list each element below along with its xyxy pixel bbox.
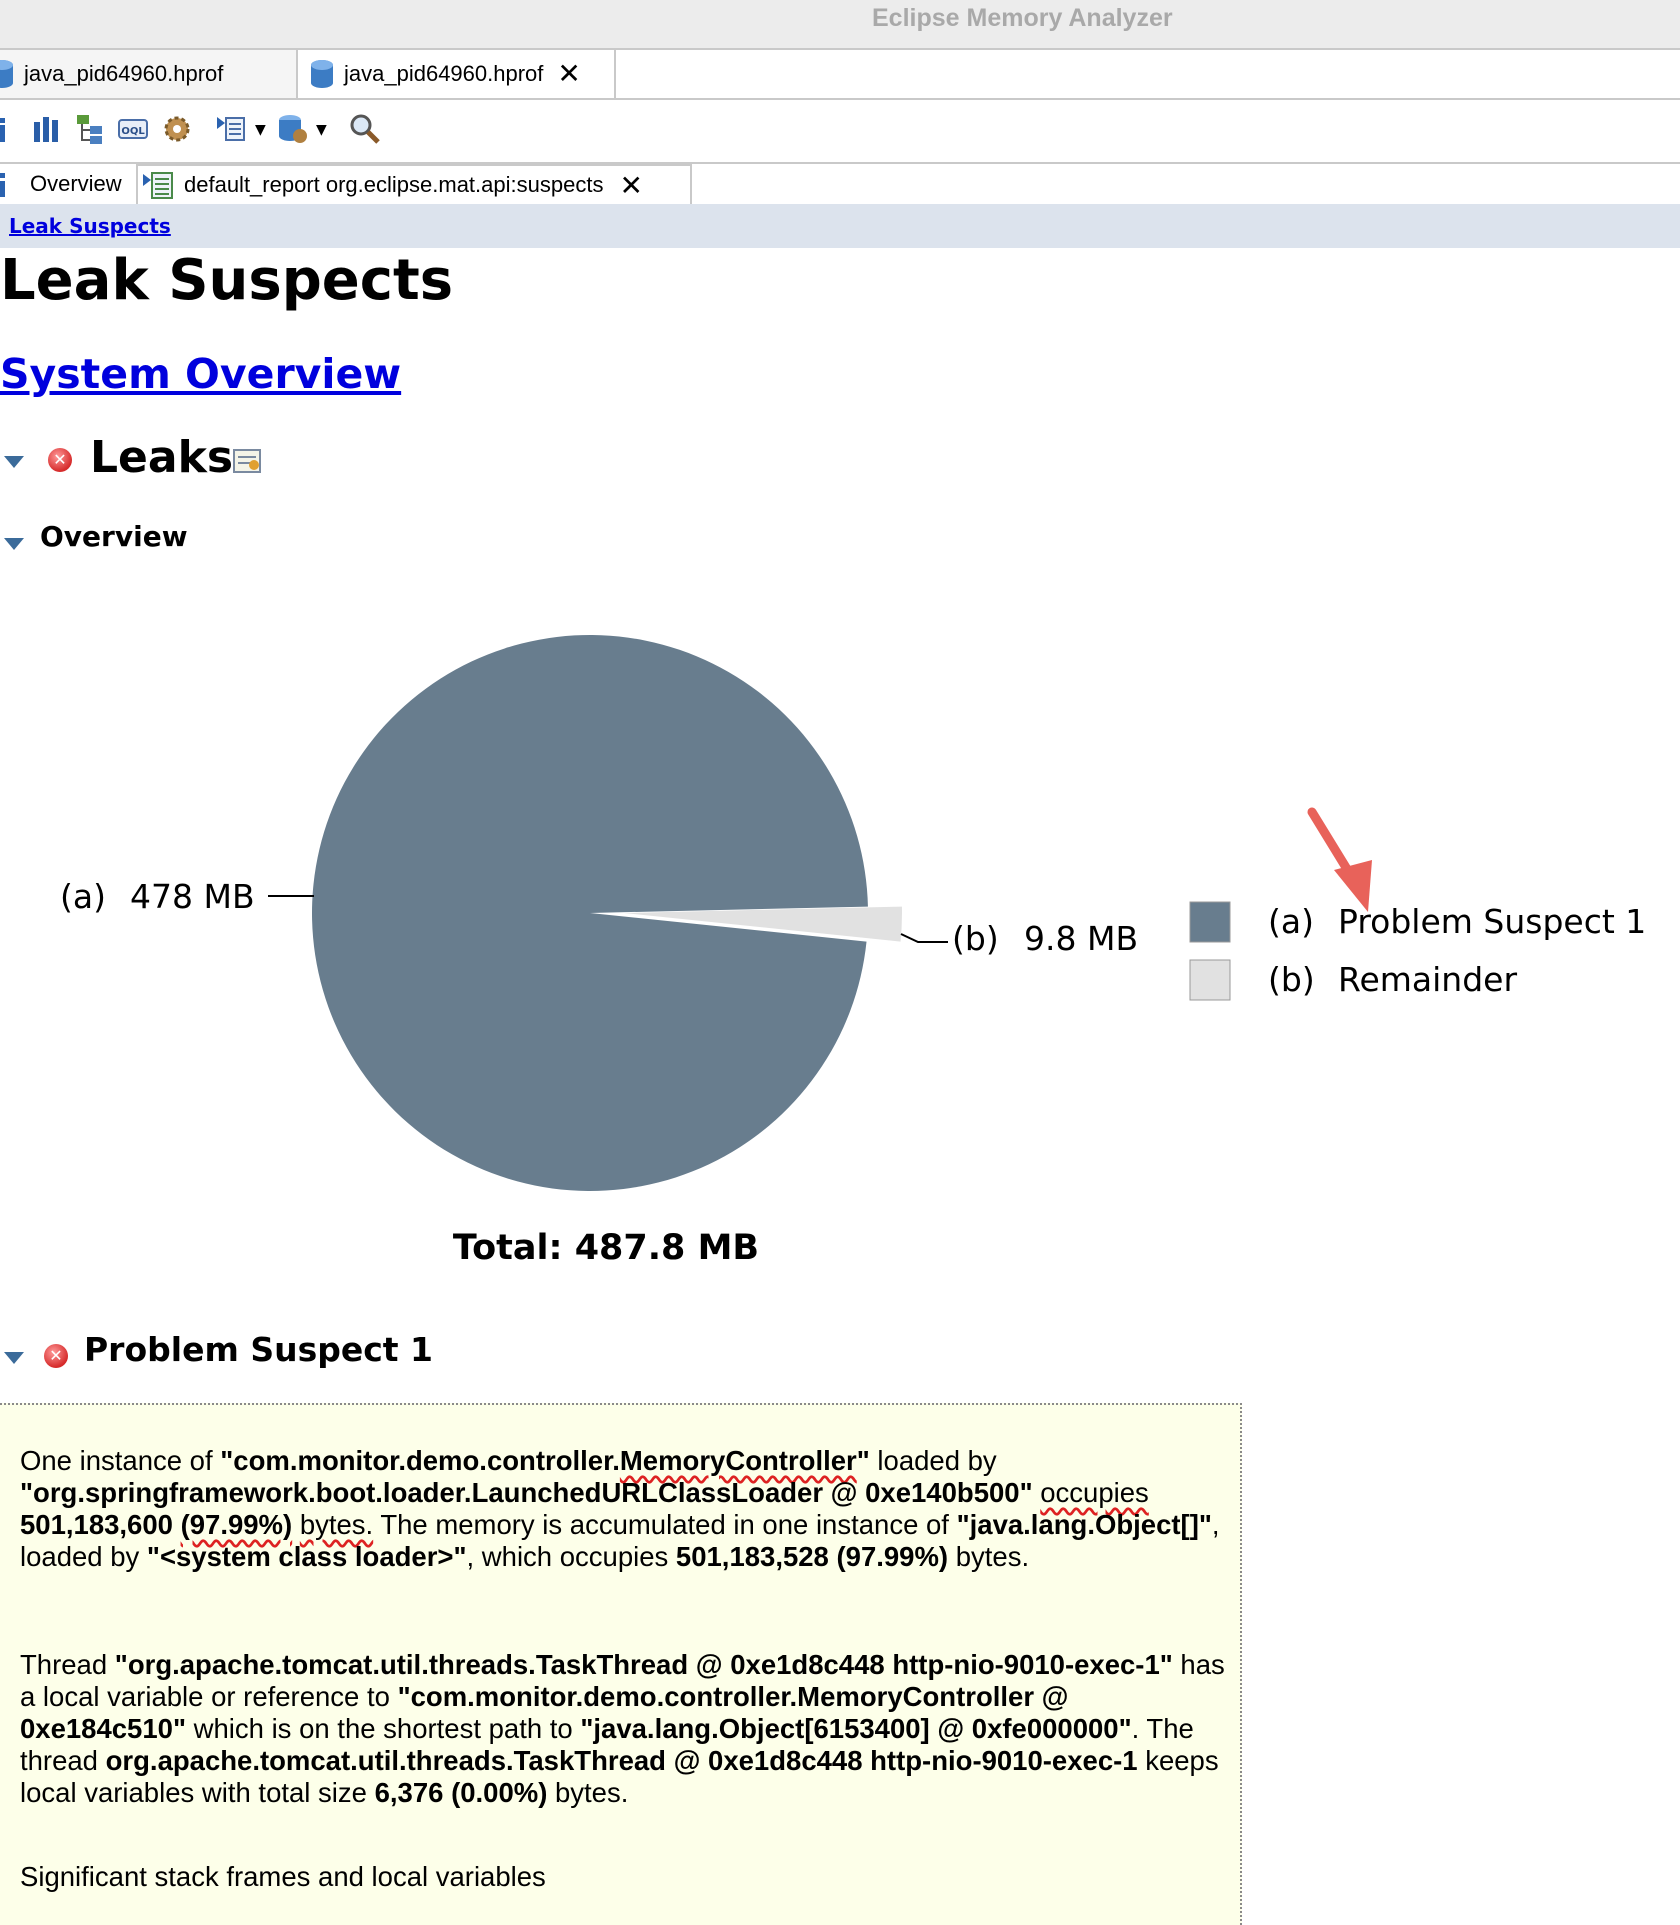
chevron-down-icon[interactable]: ▼ [255,122,266,138]
text-run: bytes. [948,1541,1030,1572]
text-run: bytes. [299,1509,374,1540]
text-run: "java.lang.Object[6153400] @ 0xfe000000" [580,1713,1132,1744]
legend-b-key: (b) [1268,960,1315,999]
suspect-detail-box [0,1403,1242,1925]
window-title: Eclipse Memory Analyzer [872,4,1173,32]
text-run: loaded by [869,1445,997,1476]
pie-chart [0,248,1680,1288]
editor-tab-2[interactable] [298,50,616,98]
info-icon [0,169,16,199]
text-run: "com.monitor.demo.controller. [220,1445,620,1476]
text-run: (97.99%) [180,1509,293,1540]
text-run: , which occupies [466,1541,676,1572]
database-icon [0,59,14,89]
text-run: "java.lang.Object[]" [956,1509,1212,1540]
text-run: org.apache.tomcat.util.threads.TaskThread @ 0xe1d8c448 http-nio-9010-exec-1 [105,1745,1138,1776]
text-run: 501,183,528 (97.99%) [675,1541,949,1572]
slice-b-value: 9.8 MB [1024,919,1139,958]
text-run: bytes. [547,1777,629,1808]
thread-description [20,1649,1225,1809]
slice-a-label: (a) [60,877,106,916]
suspect-description [20,1445,1225,1573]
editor-tab-bar [0,50,1680,100]
stack-frames-heading: Significant stack frames and local variables [20,1861,546,1892]
text-run: Thread [20,1649,115,1680]
report-tab-bar [0,164,1680,204]
overview-heading: Overview [40,520,188,553]
text-run: One instance of [20,1445,221,1476]
annotation-arrow-icon [1312,812,1372,912]
database-icon [310,59,334,89]
error-icon: ✕ [48,448,72,472]
editor-tab-1-label: java_pid64960.hprof [24,61,224,86]
page-title: Leak Suspects [0,248,454,313]
info-icon[interactable] [0,112,30,146]
text-run: , loaded by [20,1509,1220,1572]
text-run: which is on the shortest path to [185,1713,581,1744]
text-run [173,1509,181,1540]
text-run: "com.monitor.demo.controller.MemoryController @ 0xe184c510" [20,1681,1069,1744]
slice-a-value: 478 MB [130,877,255,916]
svg-text:OQL: OQL [121,126,145,137]
close-icon[interactable]: ✕ [619,169,643,201]
gear-icon[interactable] [160,112,194,146]
text-run: . The thread [20,1713,1194,1776]
text-run: 6,376 (0.00%) [374,1777,548,1808]
text-run: " [856,1445,870,1476]
legend-swatch-b [1190,960,1230,1000]
chart-total-label: Total: 487.8 MB [452,1228,760,1268]
text-run: "org.springframework.boot.loader.LaunchedURLClassLoader @ 0xe140b500" [20,1477,1033,1508]
text-run: "<system class loader>" [146,1541,467,1572]
legend-a-label: Problem Suspect 1 [1338,902,1647,941]
problem-suspect-heading: Problem Suspect 1 [84,1330,434,1369]
leaks-heading: Leaks [90,432,234,483]
slice-b-label: (b) [952,919,999,958]
chevron-down-icon[interactable]: ▼ [316,122,327,138]
text-run: MemoryController [619,1445,857,1476]
text-run: The memory is accumulated in one instance of [373,1509,957,1540]
report-icon [142,170,176,200]
text-run: "org.apache.tomcat.util.threads.TaskThread @ 0xe1d8c448 http-nio-9010-exec-1" [114,1649,1173,1680]
histogram-icon[interactable] [30,112,64,146]
query-browser-icon[interactable] [214,112,248,146]
collapse-triangle-icon[interactable] [4,1352,24,1364]
window-titlebar [0,0,1680,50]
tab-overview[interactable] [0,164,134,204]
tab-default-report[interactable] [136,164,692,204]
breadcrumb [0,204,1680,248]
error-icon: ✕ [44,1344,68,1368]
search-icon[interactable] [348,112,382,146]
system-overview-link[interactable]: System Overview [0,350,402,398]
text-run: 501,183,600 [20,1509,173,1540]
tab-default-report-label: default_report org.eclipse.mat.api:suspects [184,172,604,197]
legend-swatch-a [1190,902,1230,942]
oql-icon[interactable] [116,112,150,146]
text-run: occupies [1040,1477,1149,1508]
heap-dump-actions-icon[interactable] [276,112,310,146]
editor-tab-2-label: java_pid64960.hprof [344,61,544,86]
breadcrumb-link-leak-suspects[interactable]: Leak Suspects [9,214,171,238]
close-icon[interactable]: ✕ [557,58,581,89]
tab-overview-label: Overview [30,171,122,196]
text-run: has a local variable or reference to [20,1649,1225,1712]
text-run [292,1509,300,1540]
legend-b-label: Remainder [1338,960,1518,999]
editor-tab-1[interactable] [0,50,298,98]
toolbar [0,100,1680,164]
legend-a-key: (a) [1268,902,1314,941]
text-run: keeps local variables with total size [20,1745,1219,1808]
dominator-tree-icon[interactable] [74,112,108,146]
slice-b-leader-line [901,934,948,942]
